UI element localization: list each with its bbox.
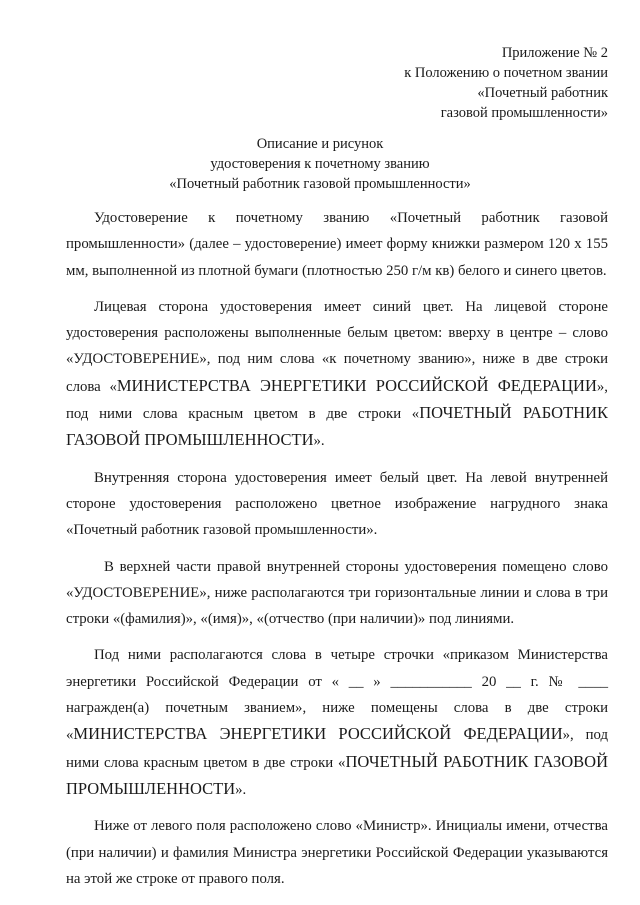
paragraph-front-side [66, 294, 608, 455]
paragraph-front-side-end: ». [313, 433, 325, 450]
appendix-number: Приложение № 2 [501, 45, 608, 61]
document-heading [0, 134, 640, 194]
paragraph-order-text [66, 642, 608, 803]
paragraph-minister: Ниже от левого поля расположено слово «Министр». Инициалы имени, отчества (при наличии) и фамилия Министра энергетики Российской Федерации указываются на этой же строке от правого поля. [66, 818, 608, 887]
document-body [66, 205, 608, 902]
honorary-title: ПОЧЕТНЫЙ РАБОТНИК ГАЗОВОЙ ПРОМЫШЛЕННОСТИ [66, 403, 608, 450]
paragraph-order-text-2: », под ними слова красным цветом в две строки « [66, 727, 608, 771]
paragraph-front-side-text: Лицевая сторона удостоверения имеет синий цвет. На лицевой стороне удостоверения расположены выполненные белым цветом: вверху в центре – слово «УДОСТОВЕРЕНИЕ», под ним слова «к почетному званию», ниже в две строки слова « [66, 298, 608, 395]
paragraph-format: Удостоверение к почетному званию «Почетный работник газовой промышленности» (далее – удостоверение) имеет форму книжки размером 120 х 155 мм, выполненной из плотной бумаги (плотностью 250 г/м кв) белого и синего цветов. [66, 210, 608, 279]
heading-line1: Описание и рисунок [256, 136, 384, 152]
appendix-title-line2: газовой промышленности» [440, 105, 608, 121]
heading-line3: «Почетный работник газовой промышленности» [169, 176, 471, 192]
paragraph-front-side-text-2: », под ними слова красным цветом в две строки « [66, 378, 608, 423]
paragraph-inner-side: Внутренняя сторона удостоверения имеет белый цвет. На левой внутренней стороне удостоверения расположено цветное изображение нагрудного знака «Почетный работник газовой промышленности». [66, 469, 608, 539]
paragraph-order-text-1: Под ними располагаются слова в четыре строчки «приказом Министерства энергетики Российской Федерации от « __ » ___________ 20 __ г. № ____ награжден(а) почетным званием», ниже помещены слова в две строки « [66, 647, 608, 744]
heading-line2: удостоверения к почетному званию [210, 156, 430, 172]
appendix-reference: к Положению о почетном звании [404, 65, 608, 81]
honorary-title-2: ПОЧЕТНЫЙ РАБОТНИК ГАЗОВОЙ ПРОМЫШЛЕННОСТИ [66, 751, 608, 798]
appendix-note [404, 43, 608, 123]
paragraph-right-inner: В верхней части правой внутренней стороны удостоверения помещено слово «УДОСТОВЕРЕНИЕ», ниже располагаются три горизонтальные линии и слова в три строки «(фамилия)», «(имя)», «(отчество (при наличии)» под линиями. [66, 558, 608, 628]
appendix-title-line1: «Почетный работник [477, 85, 608, 101]
ministry-name: МИНИСТЕРСТВА ЭНЕРГЕТИКИ РОССИЙСКОЙ ФЕДЕРАЦИИ [116, 375, 597, 395]
ministry-name-2: МИНИСТЕРСТВА ЭНЕРГЕТИКИ РОССИЙСКОЙ ФЕДЕРАЦИИ [73, 724, 563, 744]
paragraph-order-end: ». [235, 781, 247, 798]
